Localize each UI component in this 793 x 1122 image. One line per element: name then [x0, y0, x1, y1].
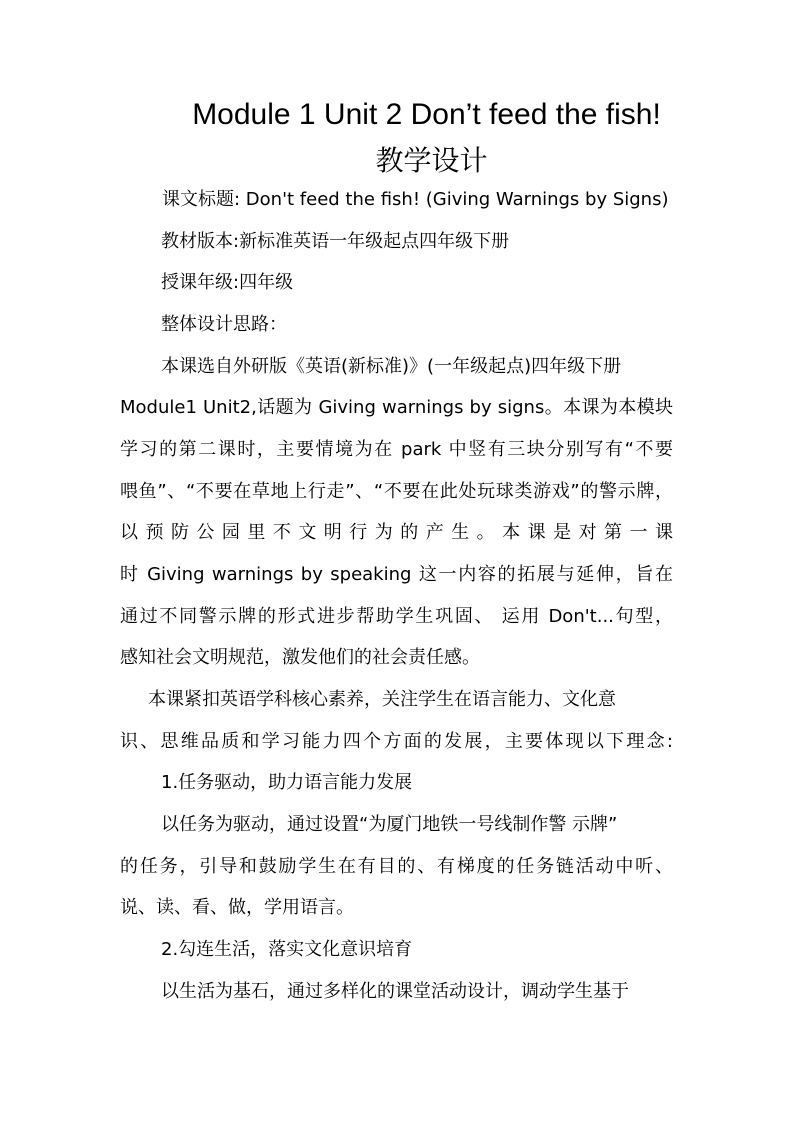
design-heading: 整体设计思路： [161, 314, 287, 335]
para1-line: 学习的第二课时，主要情境为在 park 中竖有三块分别写有“不要 [120, 439, 673, 460]
para1-line: 以预防公园里不文明行为的产生。本课是对第一课 [120, 522, 673, 543]
para1-line: 感知社会文明规范，激发他们的社会责任感。 [120, 647, 480, 668]
textbook-line: 教材版本:新标准英语一年级起点四年级下册 [161, 231, 510, 252]
point1-line: 的任务，引导和鼓励学生在有目的、有梯度的任务链活动中听、 [120, 856, 673, 877]
point1-line: 以任务为驱动，通过设置“为厦门地铁一号线制作警 示牌” [161, 814, 618, 835]
para1-line: 本课选自外研版《英语(新标准)》(一年级起点)四年级下册 [161, 356, 622, 377]
document-title-en: Module 1 Unit 2 Don’t feed the fish! [192, 98, 661, 131]
grade-line: 授课年级:四年级 [161, 272, 294, 293]
lesson-title-line: 课文标题: Don't feed the fish! (Giving Warnings by Signs) [162, 189, 669, 210]
para1-line: Module1 Unit2,话题为 Giving warnings by signs。本课为本模块 [120, 397, 673, 418]
point2-line: 以生活为基石，通过多样化的课堂活动设计，调动学生基于 [161, 981, 629, 1002]
para2-line: 识、思维品质和学习能力四个方面的发展，主要体现以下理念: [120, 731, 673, 752]
document-title-cn: 教学设计 [375, 144, 488, 177]
point2-heading: 2.勾连生活，落实文化意识培育 [161, 939, 413, 960]
point1-heading: 1.任务驱动，助力语言能力发展 [161, 772, 413, 793]
para1-line: 通过不同警示牌的形式进步帮助学生巩固、 运用 Don't...句型， [120, 606, 673, 627]
para1-line: 时 Giving warnings by speaking 这一内容的拓展与延伸，旨在 [120, 564, 673, 585]
point1-line: 说、读、看、做，学用语言。 [120, 897, 354, 918]
para2-line: 本课紧扣英语学科核心素养，关注学生在语言能力、文化意 [148, 689, 616, 710]
para1-line: 喂鱼”、“不要在草地上行走”、“不要在此处玩球类游戏”的警示牌， [120, 481, 673, 502]
